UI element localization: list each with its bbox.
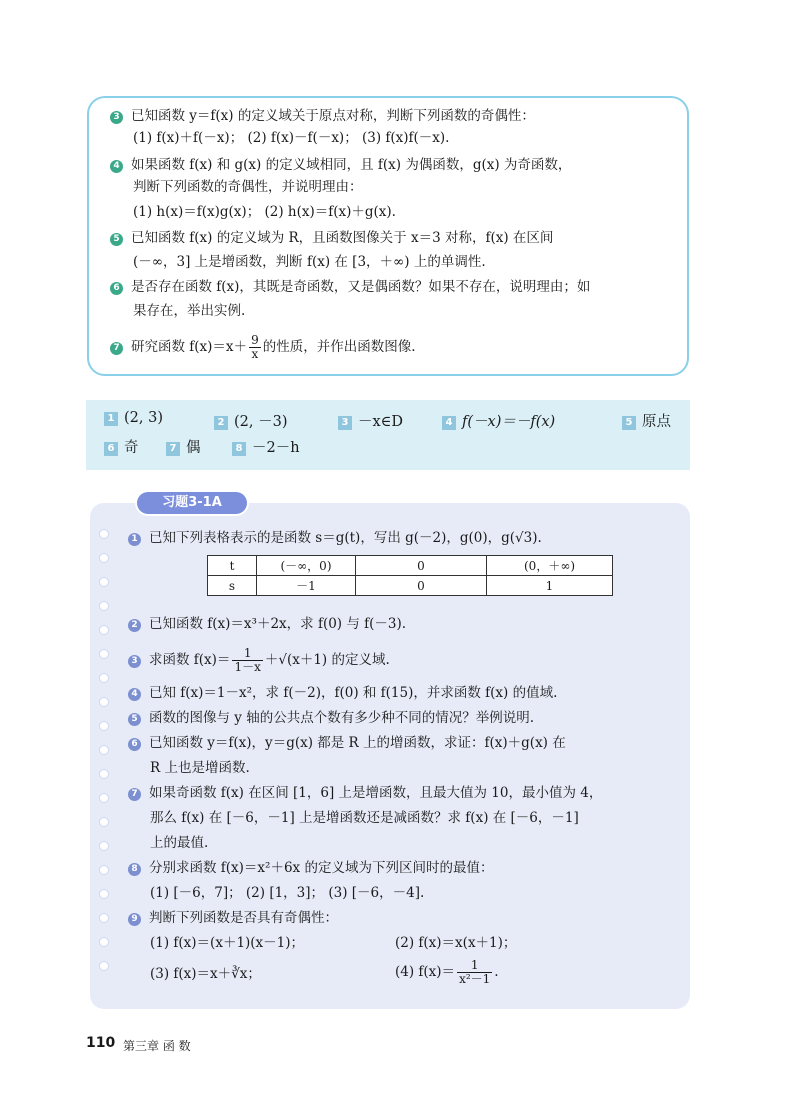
- answer-item: 1 (2, 3): [104, 410, 163, 426]
- function-table: [207, 555, 613, 596]
- binder-ring: [99, 913, 109, 923]
- fraction: $\frac{1}{1-x}$: [234, 646, 261, 674]
- binder-ring: [99, 865, 109, 875]
- table-cell: (0，＋∞): [487, 556, 613, 576]
- answer-item: 7 偶: [166, 436, 201, 457]
- answer-item: 8 －2－h: [232, 436, 300, 457]
- exercise-5-line-2: (－∞，3] 上是增函数，判断 f(x) 在 [3，＋∞) 上的单调性.: [133, 254, 486, 270]
- exercise-a3: 3 求函数 f(x)＝ $\frac{1}{1-x}$ ＋√(x＋1) 的定义域.: [128, 646, 390, 674]
- exercise-3-line-2: (1) f(x)＋f(－x)； (2) f(x)－f(－x)； (3) f(x)f(－x).: [133, 130, 450, 146]
- fraction: $\frac{1}{\text{x²－1}}$: [459, 958, 491, 986]
- exercise-a6-line-2: R 上也是增函数.: [150, 760, 250, 776]
- exercise-4-line-1: 4 如果函数 f(x) 和 g(x) 的定义域相同，且 f(x) 为偶函数，g(x) 为奇函数，: [110, 155, 571, 175]
- exercise-7-line: 7 研究函数 f(x)＝x＋ $\frac{9}{x}$ 的性质，并作出函数图像.: [110, 333, 416, 361]
- exercise-a8-line-2: (1) [－6，7]； (2) [1，3]； (3) [－6，－4].: [150, 885, 425, 901]
- exercise-a9-title: 9 判断下列函数是否具有奇偶性：: [128, 908, 338, 928]
- exercise-6-line-2: 果存在，举出实例.: [133, 303, 246, 319]
- exercise-3-line-1: 3 已知函数 y＝f(x) 的定义域关于原点对称，判断下列函数的奇偶性：: [110, 106, 535, 126]
- exercise-number-badge: 5: [110, 233, 123, 246]
- exercise-4-line-3: (1) h(x)＝f(x)g(x)； (2) h(x)＝f(x)＋g(x).: [133, 204, 396, 220]
- exercise-a9-part-1: (1) f(x)＝(x＋1)(x－1)；: [150, 935, 305, 951]
- exercise-a8-line-1: 8 分别求函数 f(x)＝x²＋6x 的定义域为下列区间时的最值：: [128, 858, 493, 878]
- table-cell: 0: [356, 576, 487, 596]
- binder-ring: [99, 745, 109, 755]
- table-cell: s: [208, 576, 257, 596]
- table-row: [208, 576, 613, 596]
- page-number: 110: [86, 1035, 116, 1051]
- exercise-a9-part-2: (2) f(x)＝x(x＋1)；: [395, 935, 517, 951]
- exercise-a4: 4 已知 f(x)＝1－x²，求 f(－2)，f(0) 和 f(15)，并求函数 f(x) 的值域.: [128, 683, 557, 703]
- answer-item: 4 f(－x)＝－f(x): [442, 410, 555, 431]
- binder-ring: [99, 769, 109, 779]
- binder-ring: [99, 721, 109, 731]
- binder-ring: [99, 841, 109, 851]
- exercise-a2: 2 已知函数 f(x)＝x³＋2x，求 f(0) 与 f(－3).: [128, 614, 406, 634]
- binder-ring: [99, 529, 109, 539]
- exercise-a7-line-3: 上的最值.: [150, 835, 209, 851]
- exercise-number-badge: 1: [128, 533, 141, 546]
- exercise-a6-line-1: 6 已知函数 y＝f(x)，y＝g(x) 都是 R 上的增函数，求证：f(x)＋g(x) 在: [128, 733, 566, 753]
- binder-ring: [99, 889, 109, 899]
- binder-ring: [99, 625, 109, 635]
- exercise-a7-line-2: 那么 f(x) 在 [－6，－1] 上是增函数还是减函数？求 f(x) 在 [－6，－1]: [150, 810, 579, 826]
- table-cell: 1: [487, 576, 613, 596]
- binder-ring: [99, 817, 109, 827]
- table-cell: 0: [356, 556, 487, 576]
- binder-ring: [99, 601, 109, 611]
- answer-item: 2 (2, －3): [214, 410, 287, 431]
- table-row: [208, 556, 613, 576]
- binder-ring: [99, 961, 109, 971]
- exercise-number-badge: 3: [110, 111, 123, 124]
- exercise-number-badge: 3: [128, 655, 141, 668]
- exercise-a9-part-3: (3) f(x)＝x＋∛x；: [150, 966, 261, 982]
- table-cell: －1: [257, 576, 356, 596]
- exercise-number-badge: 8: [128, 863, 141, 876]
- exercise-a9-part-4: (4) f(x)＝ $\frac{1}{\text{x²－1}}$ .: [395, 958, 499, 986]
- binder-ring: [99, 553, 109, 563]
- table-cell: (－∞，0): [257, 556, 356, 576]
- answer-item: 3 －x∈D: [338, 410, 403, 431]
- exercise-5-line-1: 5 已知函数 f(x) 的定义域为 R，且函数图像关于 x＝3 对称，f(x) 在区间: [110, 228, 553, 248]
- fraction: $\frac{9}{x}$: [251, 333, 259, 361]
- exercise-a5: 5 函数的图像与 y 轴的公共点个数有多少种不同的情况？举例说明.: [128, 708, 534, 728]
- binder-ring: [99, 793, 109, 803]
- exercise-6-line-1: 6 是否存在函数 f(x)，其既是奇函数，又是偶函数？如果不存在，说明理由；如: [110, 277, 590, 297]
- answer-item: 5 原点: [622, 410, 671, 431]
- exercise-number-badge: 9: [128, 913, 141, 926]
- exercise-section-title: 习题3-1A: [137, 492, 247, 514]
- exercise-number-badge: 4: [110, 160, 123, 173]
- binder-ring: [99, 649, 109, 659]
- answer-item: 6 奇: [104, 436, 139, 457]
- exercise-number-badge: 7: [128, 788, 141, 801]
- binder-ring: [99, 937, 109, 947]
- exercise-number-badge: 2: [128, 619, 141, 632]
- binder-ring: [99, 697, 109, 707]
- exercise-4-line-2: 判断下列函数的奇偶性，并说明理由：: [133, 179, 363, 195]
- table-cell: t: [208, 556, 257, 576]
- binder-ring: [99, 577, 109, 587]
- binder-ring: [99, 673, 109, 683]
- exercise-a1: 1 已知下列表格表示的是函数 s＝g(t)，写出 g(－2)，g(0)，g(√3).: [128, 528, 542, 548]
- exercise-number-badge: 7: [110, 342, 123, 355]
- chapter-label: 第三章 函 数: [123, 1039, 191, 1053]
- answer-strip: [86, 400, 690, 470]
- exercise-number-badge: 4: [128, 688, 141, 701]
- exercise-number-badge: 6: [128, 738, 141, 751]
- exercise-number-badge: 6: [110, 282, 123, 295]
- exercise-number-badge: 5: [128, 713, 141, 726]
- exercise-a7-line-1: 7 如果奇函数 f(x) 在区间 [1，6] 上是增函数，且最大值为 10，最小值为 4，: [128, 783, 602, 803]
